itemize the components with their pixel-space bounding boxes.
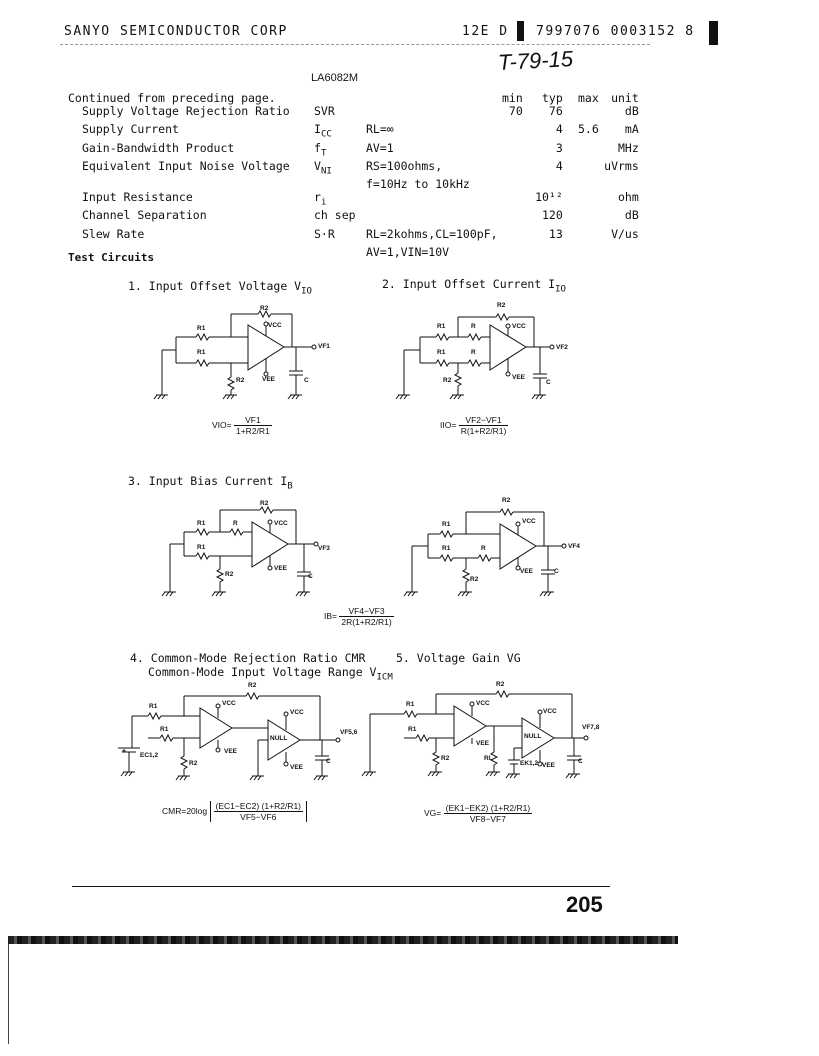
handwritten-note: T-79-15 [497, 46, 574, 75]
cell-min: 70 [508, 104, 523, 118]
label-c: C [304, 377, 309, 384]
cell-typ: 76 [548, 104, 563, 118]
formula-vg: VG= $\frac{(EK1-EK2) (1+R2/R1)}{VF8-VF7}$ [424, 803, 531, 824]
label-vee: VEE [520, 568, 534, 575]
label-vcc: VCC [512, 323, 526, 330]
label-rl: RL [484, 755, 493, 762]
label-r2: R2 [225, 571, 234, 578]
label-null: NULL [270, 735, 288, 742]
label-r1: R1 [197, 520, 206, 527]
cell-max: 5.6 [578, 122, 599, 137]
label-vf4: VF4 [568, 543, 580, 550]
cell-unit: MHz [618, 140, 639, 155]
circuit1-title: 1. Input Offset Voltage $V_{IO}$ [128, 279, 312, 297]
label-r1: R1 [408, 726, 417, 733]
label-vf56: VF5,6 [340, 729, 358, 736]
label-r1: R1 [197, 349, 206, 356]
label-r: R [471, 349, 476, 356]
label-r1: R1 [197, 325, 206, 332]
cell-symbol: ch sep [314, 208, 356, 223]
label-r2: R2 [497, 302, 506, 309]
label-c: C [546, 379, 551, 386]
cell-param: Input Resistance [82, 190, 193, 205]
label-c: C [308, 573, 313, 580]
circuit3-title: 3. Input Bias Current $I_B$ [128, 474, 293, 492]
label-r1: R1 [406, 701, 415, 708]
cell-symbol: S·R [314, 226, 335, 241]
label-r1: R1 [160, 726, 169, 733]
col-max: max [578, 91, 599, 105]
label-r2: R2 [260, 500, 269, 507]
cell-symbol: $I_{CC}$ [314, 122, 332, 140]
footer-rule [72, 886, 610, 887]
label-vee: VEE [512, 374, 526, 381]
cell-cond: f=10Hz to 10kHz [366, 177, 470, 192]
label-vcc: VCC [268, 322, 282, 329]
cell-unit: uVrms [604, 158, 639, 173]
continued-label: Continued from preceding page. [68, 91, 276, 105]
cell-param: Equivalent Input Noise Voltage [82, 158, 290, 173]
cell-cond: AV=1,VIN=10V [366, 245, 450, 260]
circuit2-title: 2. Input Offset Current $I_{IO}$ [382, 277, 566, 295]
circuit4-title2: Common-Mode Input Voltage Range $V_{ICM}$ [148, 665, 393, 683]
bottom-scan-bar [8, 936, 678, 944]
label-vee: VEE [290, 764, 304, 771]
label-vf2: VF2 [556, 344, 568, 351]
opamp4a [200, 708, 232, 748]
formula-cmr: CMR=20log $\frac{(EC1-EC2) (1+R2/R1)}{VF5-VF6}$ [162, 801, 307, 822]
col-typ: typ [542, 91, 563, 105]
label-r2: R2 [443, 377, 452, 384]
cell-typ: 13 [548, 226, 563, 241]
label-vcc: VCC [522, 518, 536, 525]
label-vee: VEE [542, 762, 556, 769]
cell-unit: dB [624, 104, 639, 118]
label-r: R [471, 323, 476, 330]
company-name: SANYO SEMICONDUCTOR CORP [64, 24, 288, 39]
label-vcc: VCC [290, 709, 304, 716]
cell-param: Gain-Bandwidth Product [82, 140, 235, 155]
label-ek12: EK1,2 [520, 760, 539, 767]
cell-symbol: $V_{NI}$ [314, 158, 332, 177]
cell-typ: 4 [555, 158, 563, 173]
test-circuits-title: Test Circuits [68, 251, 155, 264]
cell-symbol: SVR [314, 104, 335, 118]
cell-cond: RL=∞ [366, 122, 394, 137]
cell-typ: 3 [555, 140, 563, 155]
label-vf78: VF7,8 [582, 724, 600, 731]
label-vee: VEE [262, 376, 276, 383]
page-number: 205 [566, 892, 603, 917]
part-number: LA6082M [311, 72, 359, 84]
label-r1: R1 [149, 703, 158, 710]
label-r1: R1 [197, 544, 206, 551]
cell-param: Supply Voltage Rejection Ratio [82, 104, 290, 118]
cell-typ: 4 [555, 122, 563, 137]
cell-cond: RL=2kohms,CL=100pF, [366, 226, 498, 241]
label-r2: R2 [236, 377, 245, 384]
formula-iio: IIO= $\frac{VF2-VF1}{R(1+R2/R1)}$ [440, 415, 507, 436]
label-vee: VEE [476, 740, 490, 747]
cell-unit: dB [624, 208, 639, 223]
cell-cond: RS=100ohms, [366, 158, 443, 173]
formula-ib: IB= $\frac{VF4-VF3}{2R(1+R2/R1)}$ [324, 606, 392, 627]
col-unit: unit [611, 91, 639, 105]
label-c: C [326, 758, 331, 765]
label-vf1: VF1 [318, 343, 330, 350]
label-vee: VEE [224, 748, 238, 755]
cell-symbol: $f_T$ [314, 140, 327, 158]
col-min: min [502, 91, 523, 105]
label-r: R [233, 520, 238, 527]
cell-param: Supply Current [82, 122, 179, 137]
cell-param: Channel Separation [82, 208, 207, 223]
label-vcc: VCC [476, 700, 490, 707]
label-r1: R1 [442, 545, 451, 552]
label-r1: R1 [442, 521, 451, 528]
circuit4-title: 4. Common-Mode Rejection Ratio CMR [130, 651, 366, 665]
cell-unit: V/us [611, 226, 639, 241]
circuit3a-diagram [162, 507, 318, 596]
label-r2: R2 [441, 755, 450, 762]
label-vcc: VCC [222, 700, 236, 707]
cell-cond: AV=1 [366, 140, 394, 155]
label-c: C [578, 758, 583, 765]
label-vee: VEE [274, 565, 288, 572]
label-ec12: EC1,2 [140, 752, 159, 759]
cell-typ: 120 [542, 208, 563, 223]
circuit5-title: 5. Voltage Gain VG [396, 651, 521, 665]
header-code: 12E D [462, 24, 509, 39]
label-null: NULL [524, 733, 542, 740]
label-c: C [554, 568, 559, 575]
label-vf3: VF3 [318, 545, 330, 552]
circuit3b-diagram [404, 509, 566, 596]
label-r: R [481, 545, 486, 552]
label-r1: R1 [437, 349, 446, 356]
label-r1: R1 [437, 323, 446, 330]
cell-symbol: $r_i$ [314, 190, 327, 208]
label-r2: R2 [502, 497, 511, 504]
label-vcc: VCC [274, 520, 288, 527]
header-lot-numbers: 7997076 0003152 8 [536, 24, 695, 39]
cell-unit: ohm [618, 190, 639, 205]
left-scan-edge [8, 944, 9, 1044]
label-r2: R2 [496, 681, 505, 688]
label-r2: R2 [260, 305, 269, 312]
label-r2: R2 [248, 682, 257, 689]
label-vcc: VCC [543, 708, 557, 715]
cell-typ: 10¹² [535, 190, 563, 205]
cell-param: Slew Rate [82, 226, 145, 241]
circuit1-diagram [154, 311, 316, 399]
label-r2: R2 [470, 576, 479, 583]
cell-unit: mA [624, 122, 639, 137]
label-r2: R2 [189, 760, 198, 767]
formula-vio: VIO= $\frac{VF1}{1+R2/R1}$ [212, 415, 270, 436]
